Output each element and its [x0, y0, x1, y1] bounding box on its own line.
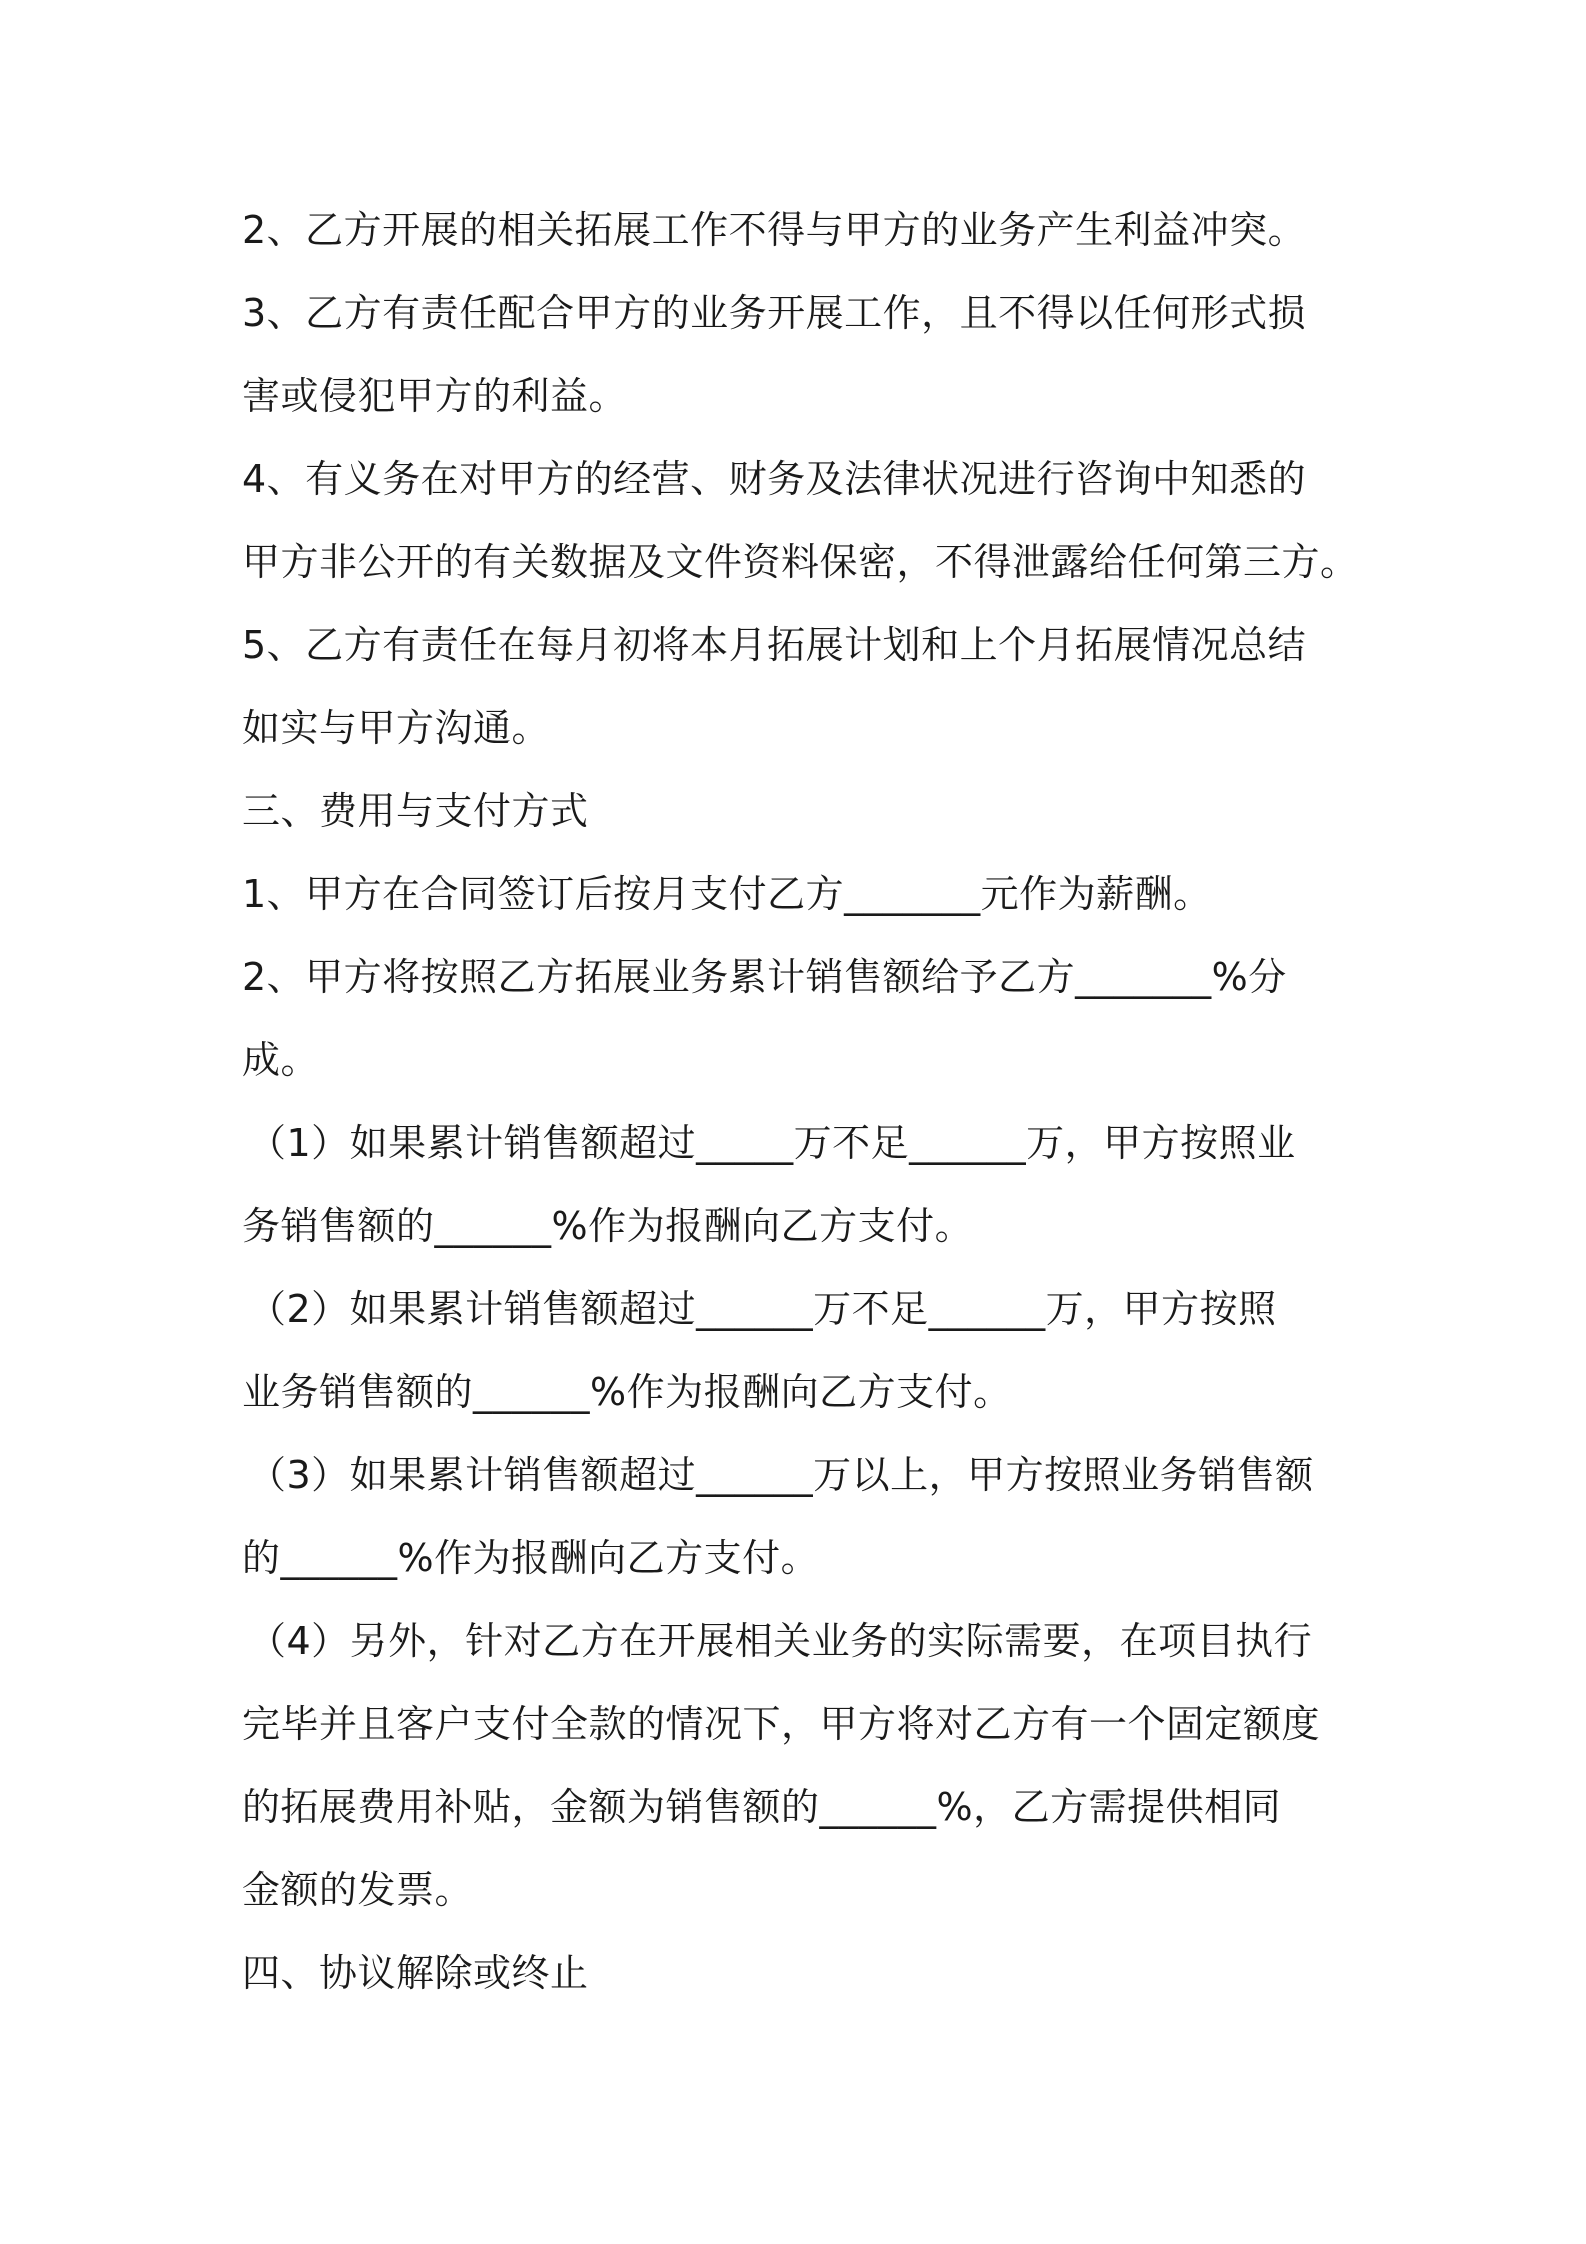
section-4-heading: 四、协议解除或终止 — [242, 1951, 589, 1995]
sub-clause-1-line-2: 务销售额的______%作为报酬向乙方支付。 — [242, 1204, 974, 1248]
sub-clause-4-line-3: 的拓展费用补贴，金额为销售额的______%，乙方需提供相同 — [242, 1785, 1282, 1829]
sub-clause-3-line-2: 的______%作为报酬向乙方支付。 — [242, 1536, 820, 1580]
fee-clause-2-line-1: 2、甲方将按照乙方拓展业务累计销售额给予乙方_______%分 — [242, 955, 1287, 999]
sub-clause-4-line-1: （4）另外，针对乙方在开展相关业务的实际需要，在项目执行 — [248, 1619, 1313, 1663]
sub-clause-2-line-1: （2）如果累计销售额超过______万不足______万，甲方按照 — [248, 1287, 1277, 1331]
sub-clause-3-line-1: （3）如果累计销售额超过______万以上，甲方按照业务销售额 — [248, 1453, 1314, 1497]
clause-4-line-1: 4、有义务在对甲方的经营、财务及法律状况进行咨询中知悉的 — [242, 457, 1307, 501]
clause-3-line-1: 3、乙方有责任配合甲方的业务开展工作，且不得以任何形式损 — [242, 291, 1307, 335]
clause-2-line: 2、乙方开展的相关拓展工作不得与甲方的业务产生利益冲突。 — [242, 208, 1307, 252]
sub-clause-4-line-4: 金额的发票。 — [242, 1868, 474, 1912]
clause-5-line-1: 5、乙方有责任在每月初将本月拓展计划和上个月拓展情况总结 — [242, 623, 1307, 667]
sub-clause-1-line-1: （1）如果累计销售额超过_____万不足______万，甲方按照业 — [248, 1121, 1296, 1165]
sub-clause-4-line-2: 完毕并且客户支付全款的情况下，甲方将对乙方有一个固定额度 — [242, 1702, 1321, 1746]
fee-clause-1-line: 1、甲方在合同签订后按月支付乙方_______元作为薪酬。 — [242, 872, 1212, 916]
section-3-heading: 三、费用与支付方式 — [242, 789, 589, 833]
clause-4-line-2: 甲方非公开的有关数据及文件资料保密，不得泄露给任何第三方。 — [242, 540, 1359, 584]
sub-clause-2-line-2: 业务销售额的______%作为报酬向乙方支付。 — [242, 1370, 1012, 1414]
clause-3-line-2: 害或侵犯甲方的利益。 — [242, 374, 628, 418]
fee-clause-2-line-2: 成。 — [242, 1038, 320, 1082]
clause-5-line-2: 如实与甲方沟通。 — [242, 706, 551, 750]
